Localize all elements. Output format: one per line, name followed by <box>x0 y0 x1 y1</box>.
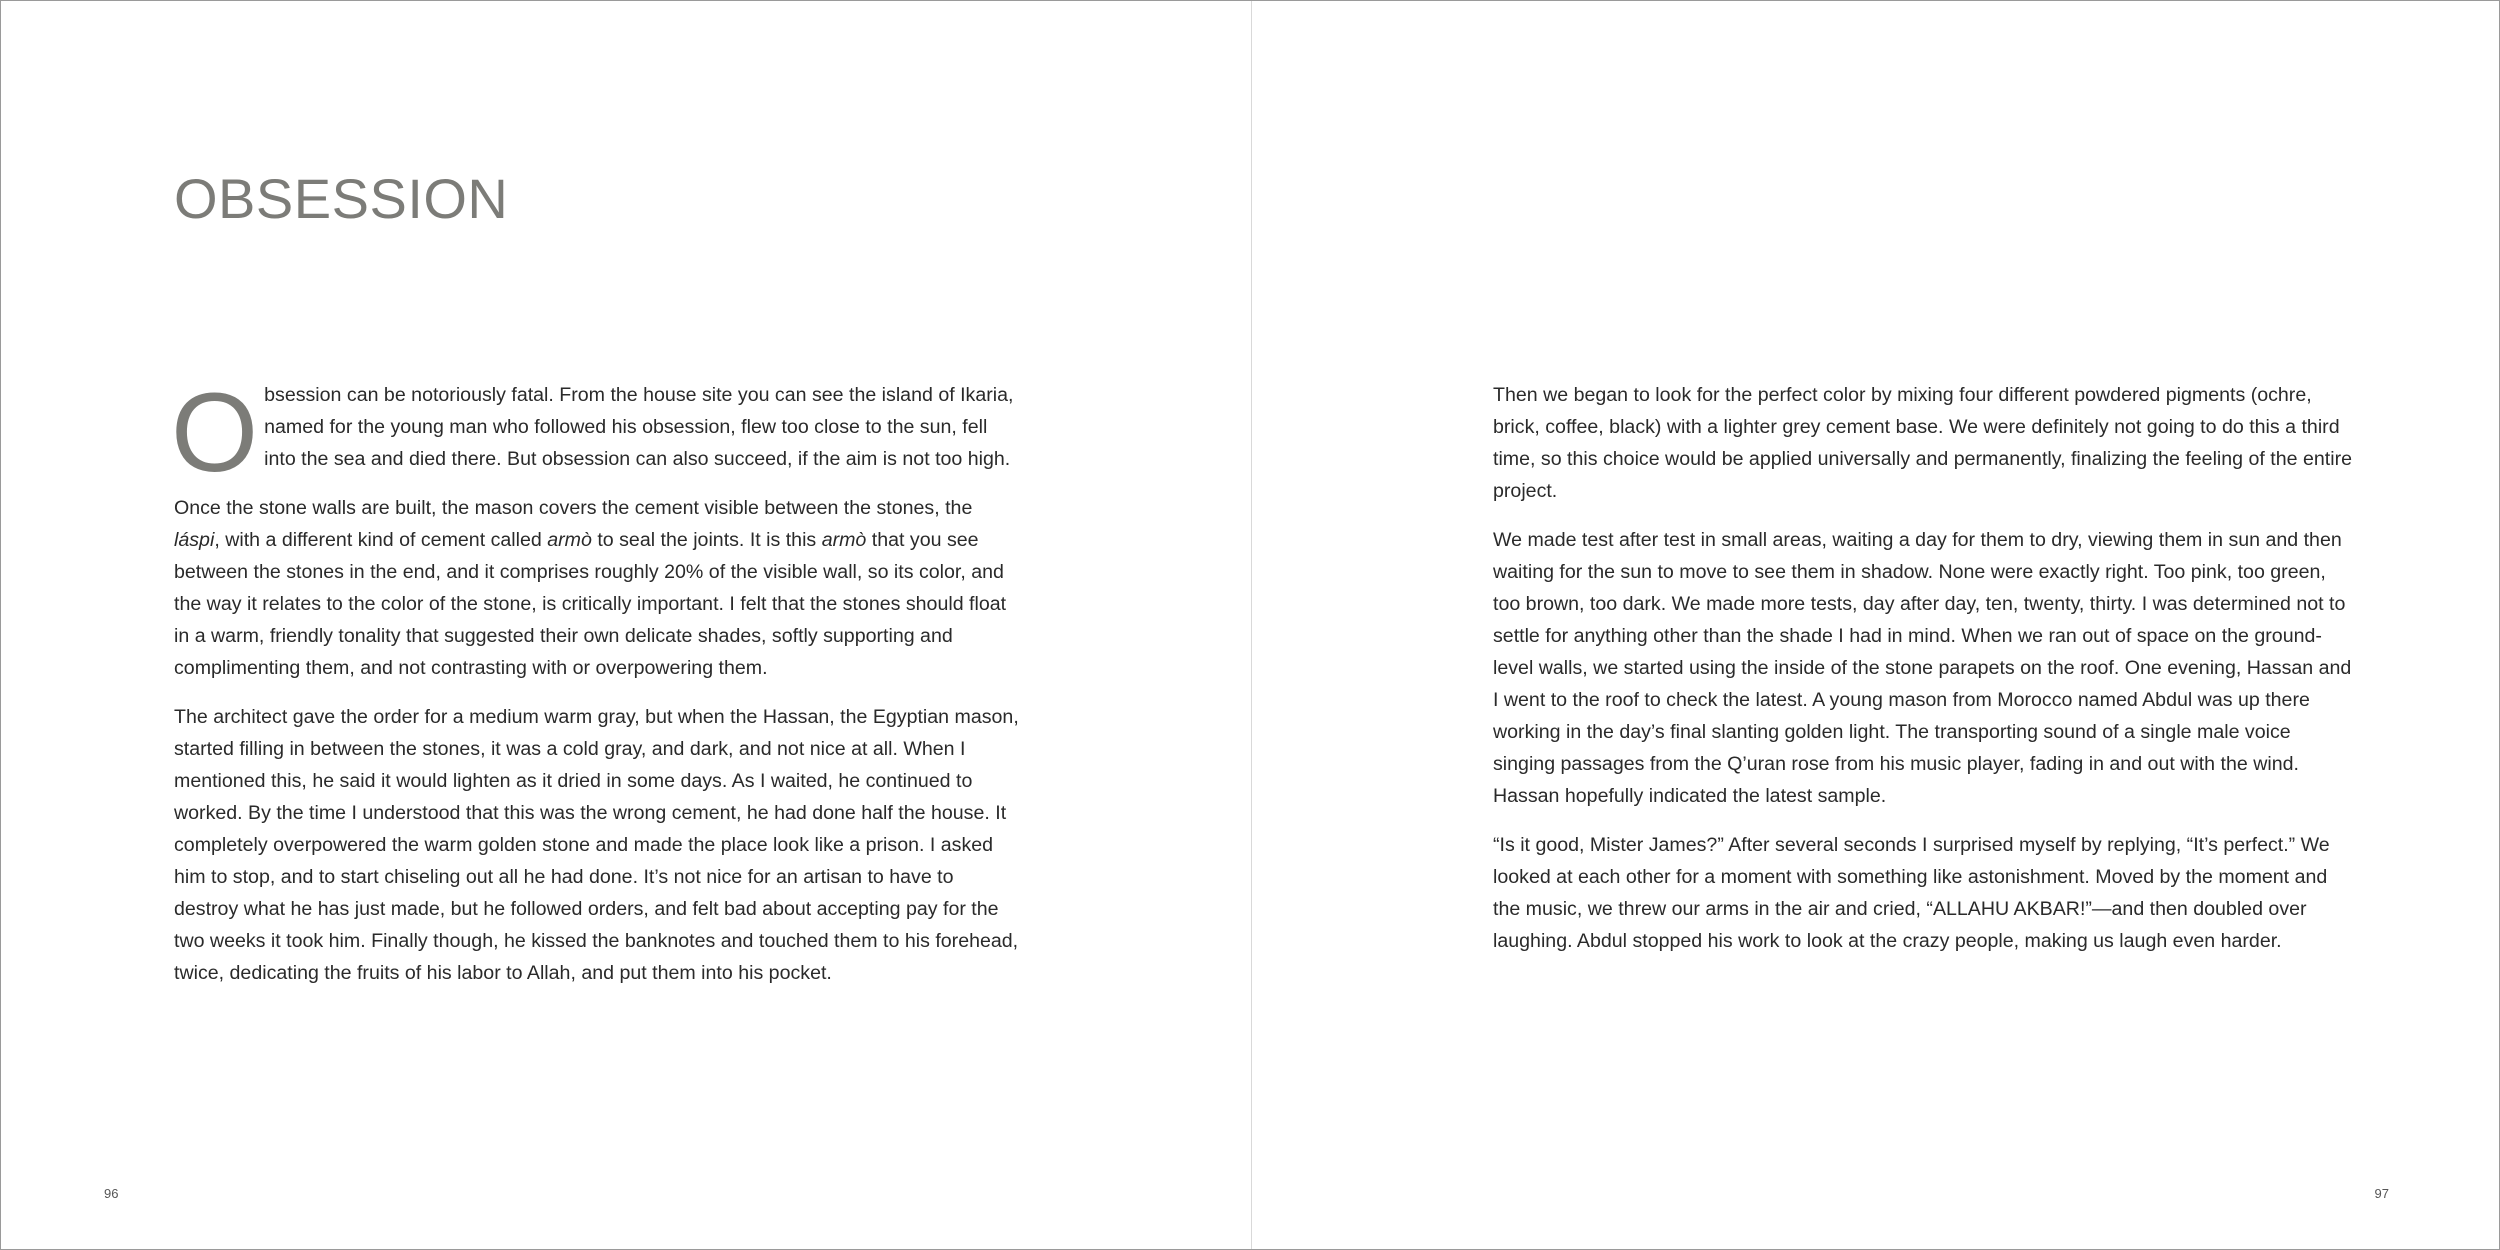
drop-cap: O <box>171 370 259 495</box>
paragraph-2-text-b: , with a different kind of cement called <box>214 529 548 551</box>
chapter-title: OBSESSION <box>174 167 509 230</box>
paragraph-1 <box>171 370 1022 495</box>
paragraph-2 <box>174 492 1022 684</box>
paragraph-2-text-c: to seal the joints. It is this <box>591 529 822 551</box>
paragraph-1-text: bsession can be notoriously fatal. From the house site you can see the island of Ikaria, named for the young man who followed his obsession, flew too close to the sun, fell into the sea and died there. But obsession can also succeed, if the aim is not too high. <box>264 384 1014 470</box>
italic-armo-2: armò <box>821 529 867 551</box>
page-number-left: 96 <box>104 1186 119 1201</box>
page-number-right: 97 <box>2374 1186 2389 1201</box>
paragraph-6: “Is it good, Mister James?” After several seconds I surprised myself by replying, “It’s perfect.” We looked at each other for a moment with something like astonishment. Moved by the moment and the music, we threw our arms in the air and cried, “ALLAHU AKBAR!”—and then doubled over laughing. Abdul stopped his work to look at the crazy people, making us laugh even harder. <box>1493 834 2330 952</box>
paragraph-3: The architect gave the order for a medium warm gray, but when the Hassan, the Egyptian mason, started filling in between the stones, it was a cold gray, and dark, and not nice at all. When I mentioned this, he said it would lighten as it dried in some days. As I waited, he continued to worked. By the time I understood that this was the wrong cement, he had done half the house. It completely overpowered the warm golden stone and made the place look like a prison. I asked him to stop, and to start chiseling out all he had done. It’s not nice for an artisan to have to destroy what he has just made, but he followed orders, and felt bad about accepting pay for the two weeks it took him. Finally though, he kissed the banknotes and touched them to his forehead, twice, dedicating the fruits of his labor to Allah, and put them into his pocket. <box>174 706 1019 984</box>
paragraph-2-text-d: that you see between the stones in the end, and it comprises roughly 20% of the visible wall, so its color, and the way it relates to the color of the stone, is critically important. I felt that the stones should float in a warm, friendly tonality that suggested their own delicate shades, softly supporting and complimenting them, and not contrasting with or overpowering them. <box>174 529 1007 679</box>
italic-laspi: láspi <box>174 529 215 551</box>
right-page-body <box>1493 379 2353 974</box>
italic-armo: armò <box>547 529 592 551</box>
right-page <box>1252 1 2499 1249</box>
left-page-body <box>171 370 1022 1006</box>
paragraph-4: Then we began to look for the perfect color by mixing four different powdered pigments (ochre, brick, coffee, black) with a lighter grey cement base. We were definitely not going to do this a third time, so this choice would be applied universally and permanently, finalizing the feeling of the entire project. <box>1493 384 2352 502</box>
paragraph-2-text-a: Once the stone walls are built, the mason covers the cement visible between the stones, the <box>174 497 973 519</box>
left-page <box>1 1 1251 1249</box>
paragraph-5: We made test after test in small areas, waiting a day for them to dry, viewing them in sun and then waiting for the sun to move to see them in shadow. None were exactly right. Too pink, too green, too brown, too dark. We made more tests, day after day, ten, twenty, thirty. I was determined not to settle for anything other than the shade I had in mind. When we ran out of space on the ground-level walls, we started using the inside of the stone parapets on the roof. One evening, Hassan and I went to the roof to check the latest. A young mason from Morocco named Abdul was up there working in the day’s final slanting golden light. The transporting sound of a single male voice singing passages from the Q’uran rose from his music player, fading in and out with the wind. Hassan hopefully indicated the latest sample. <box>1493 529 2352 807</box>
